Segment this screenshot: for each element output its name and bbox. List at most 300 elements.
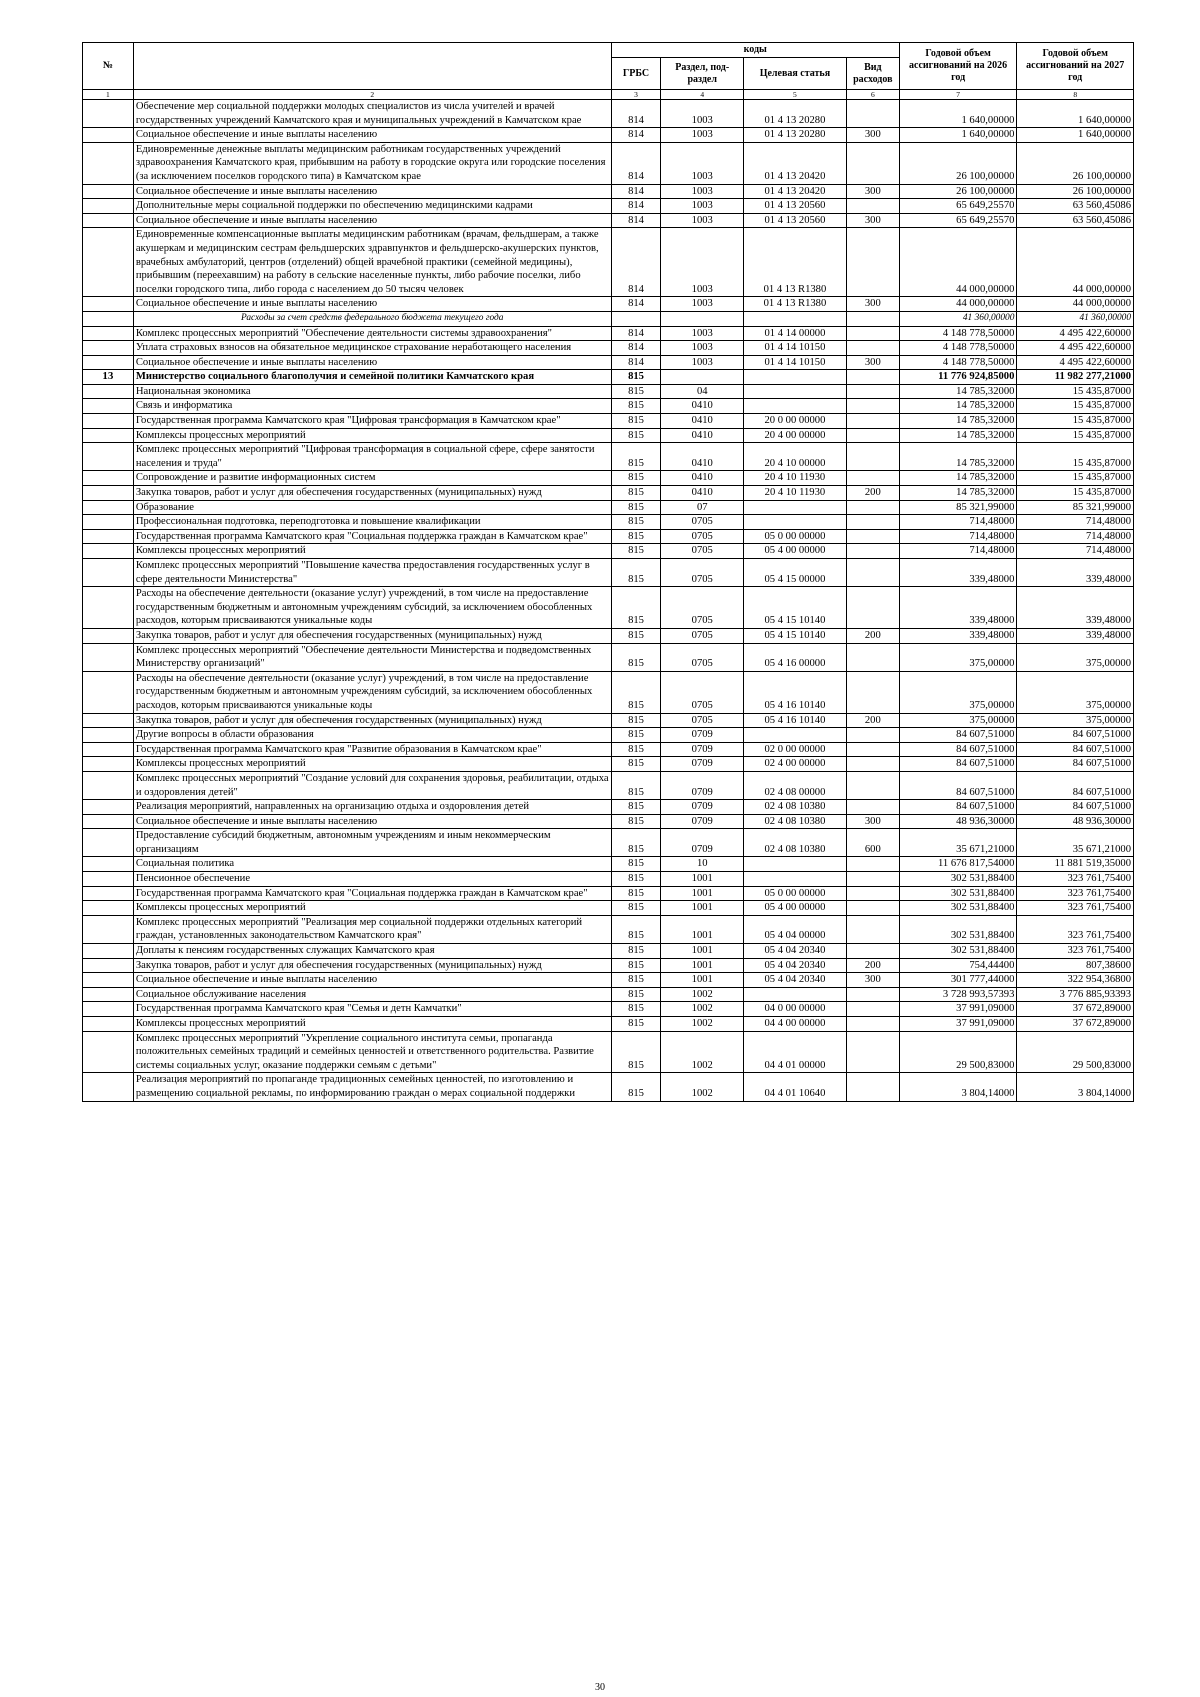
section-code: 1001 <box>661 973 744 988</box>
amount-2026: 302 531,88400 <box>899 901 1017 916</box>
expense-type <box>846 515 899 530</box>
row-number <box>83 1031 134 1073</box>
grbs-code: 815 <box>611 643 661 671</box>
section-code: 0410 <box>661 471 744 486</box>
amount-2026: 14 785,32000 <box>899 486 1017 501</box>
grbs-code: 815 <box>611 1002 661 1017</box>
amount-2026: 1 640,00000 <box>899 128 1017 143</box>
amount-2027: 322 954,36800 <box>1017 973 1134 988</box>
target-article: 05 4 16 00000 <box>744 643 847 671</box>
amount-2026: 375,00000 <box>899 713 1017 728</box>
amount-2026: 4 148 778,50000 <box>899 355 1017 370</box>
expense-name: Комплексы процессных мероприятий <box>133 1017 611 1032</box>
section-code: 0705 <box>661 587 744 629</box>
target-article: 01 4 13 20280 <box>744 128 847 143</box>
amount-2027: 15 435,87000 <box>1017 443 1134 471</box>
target-article: 05 4 04 00000 <box>744 915 847 943</box>
amount-2026: 3 728 993,57393 <box>899 987 1017 1002</box>
expense-type: 200 <box>846 713 899 728</box>
table-row <box>83 428 1134 443</box>
expense-name: Закупка товаров, работ и услуг для обеспечения государственных (муниципальных) нужд <box>133 628 611 643</box>
expense-name: Социальное обеспечение и иные выплаты населению <box>133 297 611 312</box>
expense-name: Комплексы процессных мероприятий <box>133 428 611 443</box>
expense-type <box>846 142 899 184</box>
section-code: 0705 <box>661 559 744 587</box>
table-row <box>83 771 1134 799</box>
section-code: 1001 <box>661 915 744 943</box>
amount-2027: 3 804,14000 <box>1017 1073 1134 1101</box>
expense-type <box>846 500 899 515</box>
section-code: 0709 <box>661 728 744 743</box>
expense-name: Социальное обеспечение и иные выплаты населению <box>133 355 611 370</box>
row-number <box>83 757 134 772</box>
expense-name: Социальное обслуживание населения <box>133 987 611 1002</box>
amount-2027: 714,48000 <box>1017 529 1134 544</box>
section-code: 1001 <box>661 901 744 916</box>
target-article: 05 4 15 10140 <box>744 587 847 629</box>
expense-name: Государственная программа Камчатского края "Семья и детн Камчатки" <box>133 1002 611 1017</box>
amount-2027: 15 435,87000 <box>1017 414 1134 429</box>
table-row <box>83 341 1134 356</box>
section-code: 1003 <box>661 142 744 184</box>
section-code: 1002 <box>661 1017 744 1032</box>
section-code: 0410 <box>661 428 744 443</box>
amount-2027: 11 982 277,21000 <box>1017 370 1134 385</box>
expense-type <box>846 1031 899 1073</box>
amount-2026: 714,48000 <box>899 544 1017 559</box>
expense-type <box>846 471 899 486</box>
row-number <box>83 857 134 872</box>
grbs-code: 815 <box>611 944 661 959</box>
table-row <box>83 128 1134 143</box>
expense-type <box>846 944 899 959</box>
target-article: 04 4 01 10640 <box>744 1073 847 1101</box>
table-row <box>83 311 1134 326</box>
expense-name: Закупка товаров, работ и услуг для обеспечения государственных (муниципальных) нужд <box>133 958 611 973</box>
expense-type <box>846 341 899 356</box>
amount-2027: 15 435,87000 <box>1017 471 1134 486</box>
expense-type: 300 <box>846 814 899 829</box>
expense-name: Комплексы процессных мероприятий <box>133 901 611 916</box>
section-code: 1001 <box>661 886 744 901</box>
amount-2026: 84 607,51000 <box>899 771 1017 799</box>
grbs-code: 815 <box>611 1017 661 1032</box>
target-article <box>744 311 847 326</box>
grbs-code: 815 <box>611 857 661 872</box>
amount-2027: 84 607,51000 <box>1017 728 1134 743</box>
table-row <box>83 1017 1134 1032</box>
amount-2027: 29 500,83000 <box>1017 1031 1134 1073</box>
target-article: 05 0 00 00000 <box>744 886 847 901</box>
row-number <box>83 399 134 414</box>
amount-2027: 323 761,75400 <box>1017 886 1134 901</box>
row-number <box>83 100 134 128</box>
amount-2026: 37 991,09000 <box>899 1017 1017 1032</box>
target-article: 02 4 08 00000 <box>744 771 847 799</box>
expense-name: Государственная программа Камчатского края "Социальная поддержка граждан в Камчатском крае" <box>133 529 611 544</box>
amount-2027: 84 607,51000 <box>1017 742 1134 757</box>
col-number: 7 <box>899 90 1017 100</box>
expense-name: Комплекс процессных мероприятий "Обеспечение деятельности Министерства и подведомственных Министерству организаций" <box>133 643 611 671</box>
section-code: 0705 <box>661 529 744 544</box>
amount-2027: 1 640,00000 <box>1017 100 1134 128</box>
grbs-code: 815 <box>611 399 661 414</box>
row-number <box>83 443 134 471</box>
amount-2026: 84 607,51000 <box>899 757 1017 772</box>
table-row <box>83 886 1134 901</box>
row-number <box>83 142 134 184</box>
table-row <box>83 872 1134 887</box>
grbs-code: 815 <box>611 1031 661 1073</box>
amount-2027: 63 560,45086 <box>1017 213 1134 228</box>
grbs-code: 814 <box>611 100 661 128</box>
amount-2026: 301 777,44000 <box>899 973 1017 988</box>
target-article: 01 4 14 10150 <box>744 341 847 356</box>
grbs-code: 814 <box>611 297 661 312</box>
grbs-code: 815 <box>611 471 661 486</box>
expense-name: Комплексы процессных мероприятий <box>133 757 611 772</box>
amount-2026: 84 607,51000 <box>899 800 1017 815</box>
target-article <box>744 384 847 399</box>
amount-2026: 35 671,21000 <box>899 829 1017 857</box>
grbs-code: 815 <box>611 915 661 943</box>
section-code: 1001 <box>661 958 744 973</box>
amount-2027: 714,48000 <box>1017 515 1134 530</box>
expense-name: Министерство социального благополучия и семейной политики Камчатского края <box>133 370 611 385</box>
amount-2027: 339,48000 <box>1017 559 1134 587</box>
expense-type <box>846 901 899 916</box>
expense-type <box>846 1017 899 1032</box>
amount-2026: 4 148 778,50000 <box>899 341 1017 356</box>
target-article: 01 4 13 20420 <box>744 142 847 184</box>
section-code: 1003 <box>661 213 744 228</box>
table-row <box>83 500 1134 515</box>
amount-2026: 14 785,32000 <box>899 443 1017 471</box>
grbs-code: 815 <box>611 500 661 515</box>
expense-type <box>846 414 899 429</box>
amount-2027: 26 100,00000 <box>1017 142 1134 184</box>
section-code: 10 <box>661 857 744 872</box>
section-code: 1002 <box>661 1002 744 1017</box>
amount-2027: 375,00000 <box>1017 713 1134 728</box>
expense-type <box>846 559 899 587</box>
expense-type <box>846 370 899 385</box>
target-article: 05 4 04 20340 <box>744 973 847 988</box>
expense-name: Предоставление субсидий бюджетным, автономным учреждениям и иным некоммерческим организациям <box>133 829 611 857</box>
section-code: 0709 <box>661 742 744 757</box>
grbs-code: 815 <box>611 370 661 385</box>
row-number <box>83 384 134 399</box>
grbs-code: 815 <box>611 544 661 559</box>
amount-2026: 14 785,32000 <box>899 428 1017 443</box>
amount-2027: 323 761,75400 <box>1017 944 1134 959</box>
grbs-code: 815 <box>611 428 661 443</box>
amount-2027: 63 560,45086 <box>1017 199 1134 214</box>
table-row <box>83 228 1134 297</box>
expense-type <box>846 199 899 214</box>
grbs-code: 815 <box>611 529 661 544</box>
section-code: 1003 <box>661 341 744 356</box>
amount-2027: 339,48000 <box>1017 587 1134 629</box>
table-row <box>83 814 1134 829</box>
header-grbs: ГРБС <box>611 58 661 90</box>
row-number <box>83 958 134 973</box>
target-article: 20 4 10 00000 <box>744 443 847 471</box>
target-article <box>744 500 847 515</box>
expense-type <box>846 529 899 544</box>
grbs-code: 815 <box>611 443 661 471</box>
target-article: 02 4 00 00000 <box>744 757 847 772</box>
section-code: 07 <box>661 500 744 515</box>
target-article <box>744 370 847 385</box>
amount-2027: 15 435,87000 <box>1017 399 1134 414</box>
section-code: 1003 <box>661 297 744 312</box>
table-row <box>83 671 1134 713</box>
expense-name: Доплаты к пенсиям государственных служащих Камчатского края <box>133 944 611 959</box>
target-article: 01 4 14 10150 <box>744 355 847 370</box>
table-row <box>83 958 1134 973</box>
target-article: 02 4 08 10380 <box>744 814 847 829</box>
expense-type <box>846 872 899 887</box>
expense-name: Расходы на обеспечение деятельности (оказание услуг) учреждений, в том числе на предоставление государственным бюджетным и автономным учреждениям субсидий, за исключением обособленных расходов, которым присваиваются уникальные коды <box>133 587 611 629</box>
row-number <box>83 128 134 143</box>
target-article: 05 4 15 00000 <box>744 559 847 587</box>
row-number <box>83 414 134 429</box>
expense-type <box>846 384 899 399</box>
expense-type <box>846 757 899 772</box>
amount-2026: 85 321,99000 <box>899 500 1017 515</box>
expense-name: Социальное обеспечение и иные выплаты населению <box>133 184 611 199</box>
amount-2027: 323 761,75400 <box>1017 915 1134 943</box>
expense-name: Расходы на обеспечение деятельности (оказание услуг) учреждений, в том числе на предоставление государственным бюджетным и автономным учреждениям субсидий, за исключением обособленных расходов, которым присваиваются уникальные коды <box>133 671 611 713</box>
amount-2027: 4 495 422,60000 <box>1017 341 1134 356</box>
table-row <box>83 559 1134 587</box>
table-row <box>83 515 1134 530</box>
row-number <box>83 341 134 356</box>
table-row <box>83 544 1134 559</box>
grbs-code: 814 <box>611 184 661 199</box>
expense-type <box>846 728 899 743</box>
amount-2026: 302 531,88400 <box>899 872 1017 887</box>
amount-2026: 302 531,88400 <box>899 915 1017 943</box>
grbs-code <box>611 311 661 326</box>
grbs-code: 815 <box>611 1073 661 1101</box>
expense-name: Социальное обеспечение и иные выплаты населению <box>133 213 611 228</box>
row-number <box>83 829 134 857</box>
section-code <box>661 311 744 326</box>
amount-2026: 84 607,51000 <box>899 742 1017 757</box>
expense-name: Дополнительные меры социальной поддержки по обеспечению медицинскими кадрами <box>133 199 611 214</box>
row-number <box>83 471 134 486</box>
target-article: 01 4 14 00000 <box>744 326 847 341</box>
expense-name: Единовременные денежные выплаты медицинским работникам государственных учреждений здравоохранения Камчатского края, прибывшим на работу в городские округа или городские поселения (за исключением поселков городского типа) в Камчатском крае <box>133 142 611 184</box>
target-article: 01 4 13 R1380 <box>744 228 847 297</box>
table-row <box>83 326 1134 341</box>
expense-name: Социальная политика <box>133 857 611 872</box>
expense-type <box>846 311 899 326</box>
row-number <box>83 944 134 959</box>
section-code: 1003 <box>661 184 744 199</box>
grbs-code: 815 <box>611 414 661 429</box>
grbs-code: 815 <box>611 671 661 713</box>
target-article: 04 0 00 00000 <box>744 1002 847 1017</box>
header-codes: коды <box>611 43 899 58</box>
target-article: 05 4 16 10140 <box>744 671 847 713</box>
expense-type <box>846 443 899 471</box>
table-row <box>83 399 1134 414</box>
expense-name: Сопровождение и развитие информационных систем <box>133 471 611 486</box>
amount-2026: 339,48000 <box>899 587 1017 629</box>
amount-2026: 3 804,14000 <box>899 1073 1017 1101</box>
amount-2026: 4 148 778,50000 <box>899 326 1017 341</box>
target-article: 05 4 16 10140 <box>744 713 847 728</box>
target-article: 01 4 13 20280 <box>744 100 847 128</box>
header-vid: Вид расходов <box>846 58 899 90</box>
section-code <box>661 370 744 385</box>
amount-2027: 375,00000 <box>1017 643 1134 671</box>
target-article: 05 4 00 00000 <box>744 901 847 916</box>
amount-2026: 14 785,32000 <box>899 384 1017 399</box>
section-code: 0705 <box>661 544 744 559</box>
col-number: 4 <box>661 90 744 100</box>
expense-name: Единовременные компенсационные выплаты медицинским работникам (врачам, фельдшерам, а также акушеркам и медицинским сестрам фельдшерских здравпунктов и фельдшерско-акушерских пунктов, врачебных амбулаторий, центров (отделений) общей врачебной практики (семейной медицины), прибывшим (переехавшим) на работу в сельские населенные пункты, либо рабочие поселки, либо поселки городского типа, либо города с населением до 50 тысяч человек <box>133 228 611 297</box>
expense-type <box>846 643 899 671</box>
target-article: 05 4 00 00000 <box>744 544 847 559</box>
grbs-code: 814 <box>611 341 661 356</box>
amount-2026: 714,48000 <box>899 515 1017 530</box>
expense-name: Национальная экономика <box>133 384 611 399</box>
amount-2026: 84 607,51000 <box>899 728 1017 743</box>
table-row <box>83 142 1134 184</box>
expense-type: 300 <box>846 973 899 988</box>
section-code: 1003 <box>661 100 744 128</box>
table-row <box>83 901 1134 916</box>
amount-2026: 754,44400 <box>899 958 1017 973</box>
table-row <box>83 384 1134 399</box>
amount-2026: 41 360,00000 <box>899 311 1017 326</box>
amount-2026: 11 776 924,85000 <box>899 370 1017 385</box>
section-code: 1003 <box>661 228 744 297</box>
expense-name: Социальное обеспечение и иные выплаты населению <box>133 128 611 143</box>
expense-name: Комплекс процессных мероприятий "Повышение качества предоставления государственных услуг в сфере деятельности Министерства" <box>133 559 611 587</box>
table-row <box>83 100 1134 128</box>
table-row <box>83 355 1134 370</box>
target-article <box>744 728 847 743</box>
col-number: 2 <box>133 90 611 100</box>
amount-2026: 339,48000 <box>899 628 1017 643</box>
col-number: 1 <box>83 90 134 100</box>
expense-type: 300 <box>846 184 899 199</box>
section-code: 1001 <box>661 944 744 959</box>
grbs-code: 815 <box>611 587 661 629</box>
expense-name: Социальное обеспечение и иные выплаты населению <box>133 814 611 829</box>
expense-type <box>846 886 899 901</box>
row-number <box>83 671 134 713</box>
row-number <box>83 814 134 829</box>
amount-2027: 339,48000 <box>1017 628 1134 643</box>
amount-2026: 714,48000 <box>899 529 1017 544</box>
target-article: 02 0 00 00000 <box>744 742 847 757</box>
section-code: 0410 <box>661 443 744 471</box>
expense-type: 300 <box>846 128 899 143</box>
table-row <box>83 987 1134 1002</box>
row-number <box>83 1002 134 1017</box>
expense-type <box>846 326 899 341</box>
row-number <box>83 500 134 515</box>
row-number <box>83 628 134 643</box>
table-row <box>83 199 1134 214</box>
row-number <box>83 428 134 443</box>
expense-name: Государственная программа Камчатского края "Развитие образования в Камчатском крае" <box>133 742 611 757</box>
target-article: 02 4 08 10380 <box>744 829 847 857</box>
table-row <box>83 297 1134 312</box>
grbs-code: 815 <box>611 559 661 587</box>
row-number <box>83 742 134 757</box>
expense-name: Закупка товаров, работ и услуг для обеспечения государственных (муниципальных) нужд <box>133 486 611 501</box>
row-number <box>83 297 134 312</box>
expense-type <box>846 428 899 443</box>
amount-2026: 375,00000 <box>899 643 1017 671</box>
row-number <box>83 486 134 501</box>
row-number <box>83 559 134 587</box>
row-number <box>83 213 134 228</box>
table-row <box>83 1073 1134 1101</box>
grbs-code: 815 <box>611 987 661 1002</box>
row-number <box>83 800 134 815</box>
row-number <box>83 544 134 559</box>
grbs-code: 815 <box>611 713 661 728</box>
amount-2027: 4 495 422,60000 <box>1017 355 1134 370</box>
col-number: 5 <box>744 90 847 100</box>
row-number <box>83 901 134 916</box>
target-article <box>744 515 847 530</box>
grbs-code: 815 <box>611 515 661 530</box>
amount-2027: 1 640,00000 <box>1017 128 1134 143</box>
amount-2026: 26 100,00000 <box>899 142 1017 184</box>
grbs-code: 814 <box>611 128 661 143</box>
expense-type <box>846 399 899 414</box>
section-code: 1003 <box>661 326 744 341</box>
row-number <box>83 771 134 799</box>
expense-type <box>846 857 899 872</box>
section-code: 0709 <box>661 771 744 799</box>
section-code: 1002 <box>661 1073 744 1101</box>
grbs-code: 814 <box>611 326 661 341</box>
target-article: 05 4 04 20340 <box>744 944 847 959</box>
target-article: 20 4 10 11930 <box>744 471 847 486</box>
section-code: 0709 <box>661 829 744 857</box>
grbs-code: 815 <box>611 728 661 743</box>
target-article: 04 4 00 00000 <box>744 1017 847 1032</box>
table-row <box>83 529 1134 544</box>
section-code: 0705 <box>661 643 744 671</box>
amount-2027: 375,00000 <box>1017 671 1134 713</box>
table-row <box>83 370 1134 385</box>
header-num: № <box>83 43 134 90</box>
expense-name: Образование <box>133 500 611 515</box>
table-row <box>83 973 1134 988</box>
section-code: 0705 <box>661 671 744 713</box>
amount-2027: 37 672,89000 <box>1017 1017 1134 1032</box>
table-row <box>83 1002 1134 1017</box>
grbs-code: 815 <box>611 384 661 399</box>
amount-2027: 323 761,75400 <box>1017 872 1134 887</box>
grbs-code: 815 <box>611 486 661 501</box>
row-number <box>83 1017 134 1032</box>
target-article: 05 0 00 00000 <box>744 529 847 544</box>
grbs-code: 814 <box>611 355 661 370</box>
target-article <box>744 987 847 1002</box>
